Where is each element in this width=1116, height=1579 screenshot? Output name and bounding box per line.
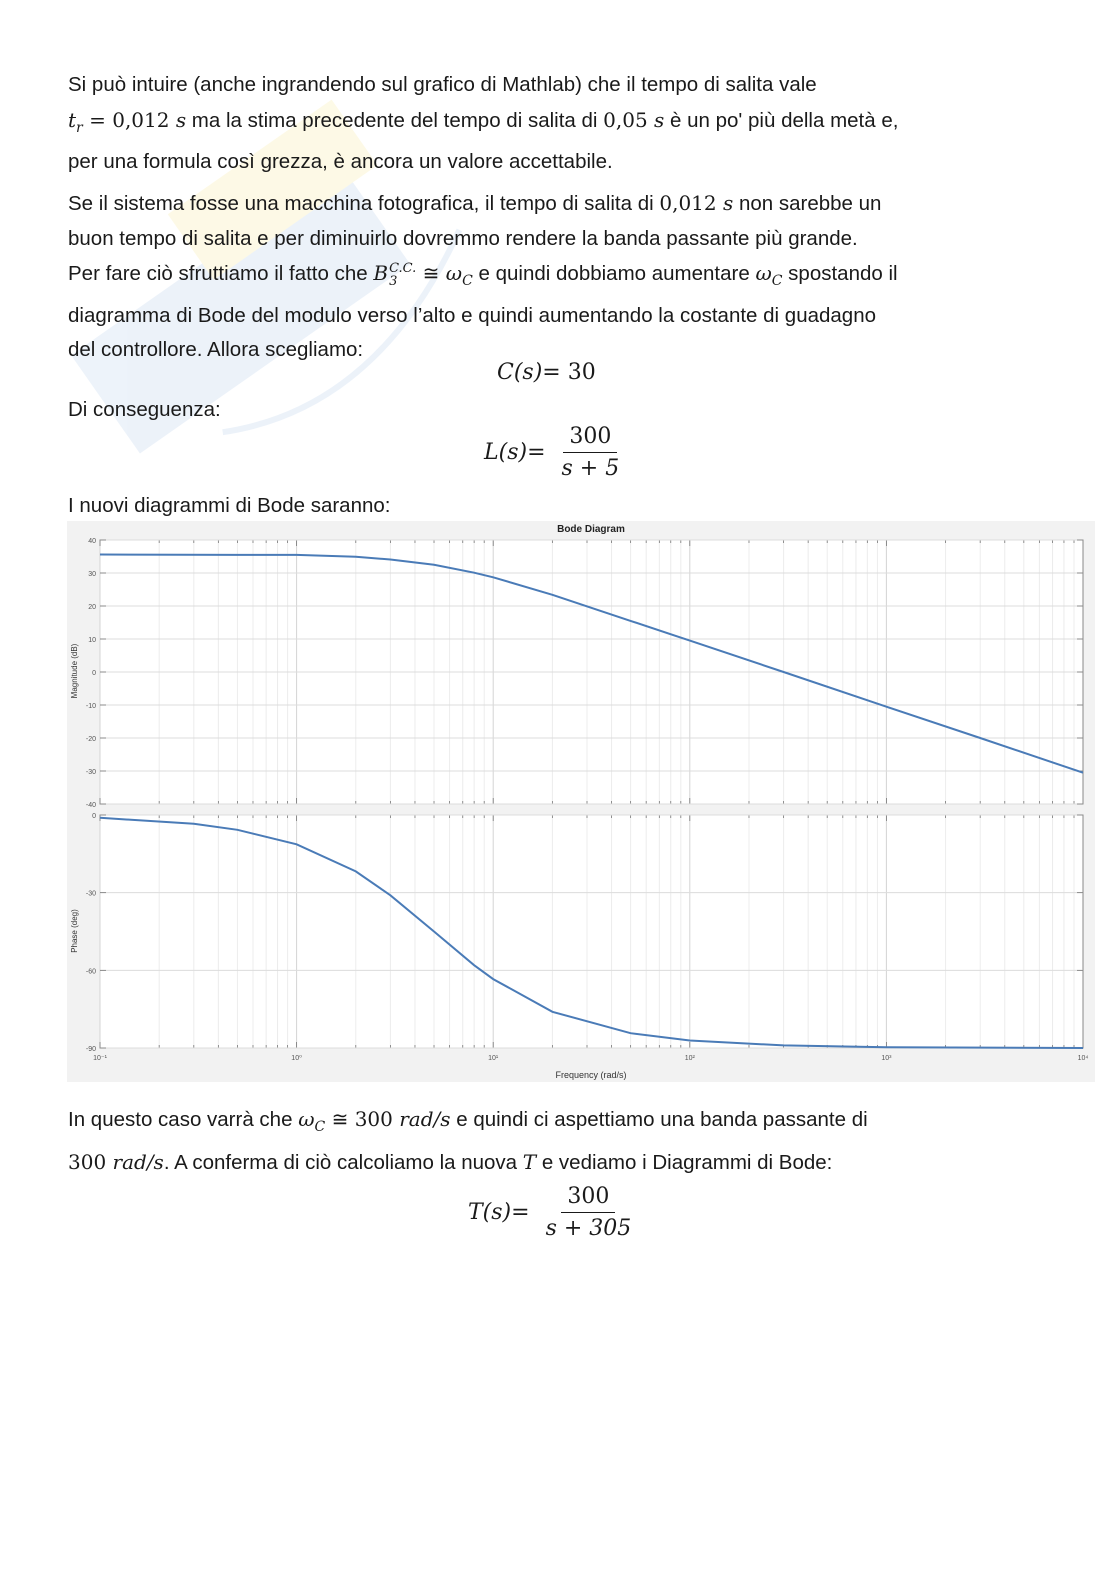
equation-fraction xyxy=(556,424,626,481)
fraction-numerator: 300 xyxy=(561,1184,615,1213)
x-tick-label: 10³ xyxy=(881,1055,892,1062)
text-line: Di conseguenza: xyxy=(68,398,221,421)
math-omega-c: $\omega_C$ xyxy=(298,1107,326,1135)
equation-closed-loop xyxy=(468,1184,637,1241)
equation-equals: = xyxy=(511,1200,530,1225)
text-line: Se il sistema fosse una macchina fotografica, il tempo di salita di xyxy=(68,192,660,215)
text-line: e vediamo i Diagrammi di Bode: xyxy=(536,1150,833,1174)
equation-lhs: T(s) xyxy=(468,1200,512,1225)
text-line: In questo caso varrà che xyxy=(68,1108,299,1131)
text-line: spostando il xyxy=(782,262,898,285)
phase-panel xyxy=(86,813,1089,1062)
text-line: Per fare ciò sfruttiamo il fatto che xyxy=(68,262,374,285)
text-line: diagramma di Bode del modulo verso l’alto e quindi aumentando la costante di guadagno xyxy=(68,303,877,327)
bode-diagram xyxy=(67,521,1095,1082)
text-line: è un po' più della metà e, xyxy=(664,108,899,132)
equation-lhs: L(s) xyxy=(484,440,528,465)
magnitude-panel xyxy=(86,538,1083,809)
math-bandwidth: B C.C. 3 xyxy=(373,260,417,289)
math-value: 300 xyxy=(68,1149,113,1174)
phase-y-label: Phase (deg) xyxy=(70,909,79,953)
x-tick-label: 10⁻¹ xyxy=(93,1055,107,1062)
x-tick-label: 10⁰ xyxy=(291,1055,302,1062)
magnitude-y-tick-label: 20 xyxy=(88,604,96,611)
consequence-line xyxy=(68,393,1053,428)
math-unit: s xyxy=(654,107,665,132)
math-value: 0,05 xyxy=(603,107,655,132)
text-line: Si può intuire (anche ingrandendo sul grafico di Mathlab) che il tempo di salita vale xyxy=(68,73,817,96)
math-symbol: ≅ xyxy=(416,261,446,285)
text-line: e quindi ci aspettiamo una banda passante di xyxy=(450,1108,868,1131)
math-omega-c: $\omega_C$ xyxy=(755,261,783,289)
magnitude-y-label: Magnitude (dB) xyxy=(70,643,79,699)
math-value: 0,012 xyxy=(659,191,723,215)
math-symbol: T xyxy=(522,1149,537,1174)
magnitude-y-tick-label: 40 xyxy=(88,538,96,545)
math-tr: $t_r$ xyxy=(68,107,83,136)
equation-open-loop xyxy=(484,424,625,481)
fraction-numerator: 300 xyxy=(563,424,617,453)
magnitude-y-tick-label: -30 xyxy=(85,769,96,776)
equation-lhs: C(s) xyxy=(497,360,543,385)
x-tick-label: 10² xyxy=(684,1055,695,1062)
phase-y-tick-label: -90 xyxy=(85,1046,96,1053)
magnitude-y-tick-label: -20 xyxy=(85,736,96,743)
text-line: e quindi dobbiamo aumentare xyxy=(472,262,756,285)
text-line: I nuovi diagrammi di Bode saranno: xyxy=(68,494,391,517)
phase-y-tick-label: -60 xyxy=(85,968,96,976)
magnitude-y-tick-label: 0 xyxy=(92,670,96,677)
math-value: = 0,012 xyxy=(82,107,176,132)
phase-plot-area xyxy=(100,815,1083,1048)
equation-equals: = xyxy=(527,440,546,465)
math-value: ≅ 300 xyxy=(325,1107,400,1131)
equation-controller xyxy=(497,360,596,385)
x-tick-label: 10¹ xyxy=(488,1055,499,1062)
text-line: buon tempo di salita e per diminuirlo dovremmo rendere la banda passante più grande. xyxy=(68,226,858,250)
fraction-denominator: s + 5 xyxy=(561,456,620,481)
text-line: del controllore. Allora scegliamo: xyxy=(68,338,364,361)
x-tick-label: 10⁴ xyxy=(1077,1055,1089,1062)
text-line: . A conferma di ciò calcoliamo la nuova xyxy=(163,1150,523,1174)
math-omega-c: $\omega_C$ xyxy=(445,261,473,289)
x-axis-label: Frequency (rad/s) xyxy=(555,1070,627,1080)
magnitude-y-tick-label: 10 xyxy=(88,637,96,644)
paragraph-closed-loop xyxy=(68,1102,1053,1180)
paragraph-bandwidth xyxy=(68,186,1053,368)
math-unit: rad/s xyxy=(399,1107,451,1131)
chart-title: Bode Diagram xyxy=(557,524,625,535)
bode-svg xyxy=(67,521,1095,1082)
equation-fraction xyxy=(540,1184,638,1241)
bode-intro-line xyxy=(68,489,1053,524)
magnitude-y-tick-label: -40 xyxy=(85,802,96,809)
fraction-denominator: s + 305 xyxy=(545,1216,632,1241)
phase-y-tick-label: -30 xyxy=(85,890,96,898)
text-line: ma la stima precedente del tempo di salita di xyxy=(186,108,604,132)
magnitude-y-tick-label: 30 xyxy=(88,571,96,578)
math-unit: s xyxy=(723,191,734,215)
math-unit: s xyxy=(175,107,187,132)
phase-y-tick-label: 0 xyxy=(92,813,96,820)
math-unit: rad/s xyxy=(112,1149,164,1174)
paragraph-rise-time xyxy=(68,68,1053,180)
text-line: non sarebbe un xyxy=(733,192,882,215)
text-line: per una formula così grezza, è ancora un valore accettabile. xyxy=(68,150,613,173)
magnitude-y-tick-label: -10 xyxy=(85,703,96,710)
equation-rhs: = 30 xyxy=(542,360,596,385)
